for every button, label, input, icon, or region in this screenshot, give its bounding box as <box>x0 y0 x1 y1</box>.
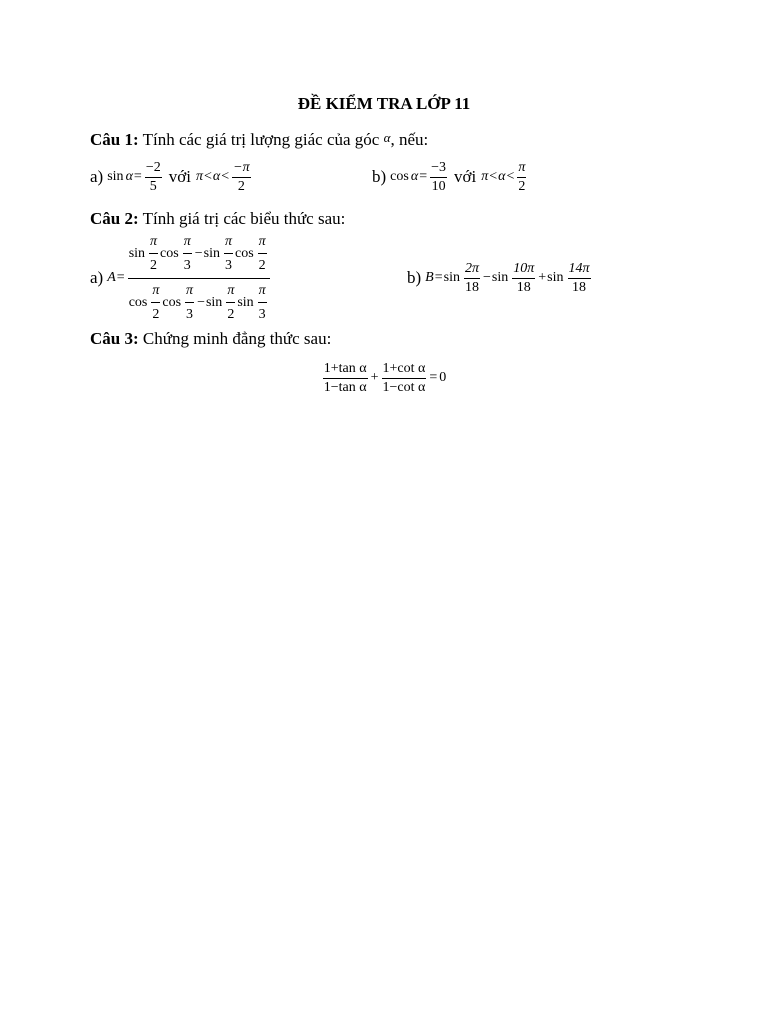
question-3-identity <box>0 358 768 398</box>
less-than: < <box>489 169 498 184</box>
part-label: a) <box>90 167 104 186</box>
fraction-denominator: 18 <box>464 279 479 295</box>
rhs-value: 0 <box>439 370 447 385</box>
fraction-denominator: 3 <box>183 258 191 274</box>
question-2b-expression <box>407 258 593 298</box>
fraction <box>226 283 235 323</box>
fraction <box>323 361 368 395</box>
fraction <box>258 234 267 274</box>
fraction <box>149 234 158 274</box>
word-voi: với <box>454 167 477 186</box>
fraction-denominator: 5 <box>149 178 157 194</box>
fraction-denominator: 2 <box>237 178 245 194</box>
question-3-text: Chứng minh đẳng thức sau: <box>138 329 332 348</box>
page-title: ĐỀ KIỂM TRA LỚP 11 <box>297 94 471 113</box>
function-name: sin <box>128 245 146 261</box>
variable: α <box>125 169 133 184</box>
question-3-label: Câu 3: <box>90 329 139 348</box>
fraction-denominator: 3 <box>258 306 266 322</box>
variable: α <box>410 169 419 184</box>
fraction <box>568 261 591 295</box>
fraction-denominator: 1−cot α <box>382 379 426 395</box>
minus-sign: − <box>194 245 203 261</box>
question-3-heading <box>90 328 331 350</box>
fraction-numerator: π <box>226 283 235 303</box>
condition-left: π <box>481 169 489 184</box>
question-1b-expression <box>372 157 528 197</box>
fraction-denominator: 2 <box>150 258 158 274</box>
fraction-numerator: π <box>185 283 194 303</box>
minus-sign: − <box>197 294 205 310</box>
function-name: sin <box>205 294 223 310</box>
fraction <box>258 283 267 323</box>
function-name: sin <box>491 270 509 285</box>
plus-sign: + <box>538 270 547 285</box>
fraction-numerator: π <box>151 283 160 303</box>
main-numerator <box>128 234 270 279</box>
fraction <box>145 160 162 194</box>
less-than: < <box>506 169 515 184</box>
part-label: b) <box>372 167 387 186</box>
condition-variable: α <box>212 169 221 184</box>
fraction-denominator: 2 <box>152 306 160 322</box>
less-than: < <box>203 169 212 184</box>
fraction-denominator: 10 <box>431 178 446 194</box>
fraction-numerator: π <box>258 283 267 303</box>
function-name: cos <box>390 169 409 184</box>
question-1-alpha: α <box>383 130 391 145</box>
fraction <box>183 234 192 274</box>
question-2-heading <box>90 208 345 230</box>
fraction-denominator: 3 <box>224 258 232 274</box>
word-voi: với <box>168 167 191 186</box>
plus-sign: + <box>370 370 379 385</box>
question-1-heading <box>90 127 428 151</box>
function-name: sin <box>443 270 460 285</box>
question-2-text: Tính giá trị các biểu thức sau: <box>138 209 346 228</box>
minus-sign: − <box>483 270 491 285</box>
fraction-numerator: 10π <box>512 261 535 278</box>
fraction-numerator: −3 <box>430 160 447 177</box>
fraction <box>512 261 535 295</box>
question-1a-expression <box>90 157 253 197</box>
fraction-denominator: 2 <box>258 258 266 274</box>
less-than: < <box>221 169 230 184</box>
part-label: a) <box>90 268 104 287</box>
main-fraction <box>128 234 270 323</box>
function-name: cos <box>235 245 254 261</box>
question-1-label: Câu 1: <box>90 130 139 149</box>
equals-sign: = <box>434 270 443 285</box>
fraction-denominator: 2 <box>518 178 526 194</box>
question-2a-expression <box>90 233 272 322</box>
fraction-numerator: 14π <box>568 261 591 278</box>
question-1-text: Tính các giá trị lượng giác của góc <box>138 130 384 149</box>
fraction-numerator: π <box>183 234 192 254</box>
fraction-numerator: 1+tan α <box>323 361 368 378</box>
fraction-numerator: π <box>149 234 158 254</box>
fraction <box>224 234 233 274</box>
fraction-numerator: 1+cot α <box>382 361 427 378</box>
fraction-denominator: 1−tan α <box>323 379 367 395</box>
condition-left: π <box>195 169 203 184</box>
fraction-numerator: −2 <box>145 160 162 177</box>
fraction <box>430 160 447 194</box>
function-name: cos <box>162 294 182 310</box>
fraction-numerator: 2π <box>464 261 480 278</box>
function-name: sin <box>107 169 124 184</box>
question-2-label: Câu 2: <box>90 209 139 228</box>
condition-variable: α <box>498 169 506 184</box>
fraction <box>185 283 194 323</box>
fraction-numerator: π <box>224 234 233 254</box>
lhs-variable: B <box>425 270 434 285</box>
fraction-denominator: 18 <box>516 279 531 295</box>
fraction-denominator: 2 <box>227 306 235 322</box>
question-1-text-end: , nếu: <box>390 130 429 149</box>
equals-sign: = <box>429 370 438 385</box>
function-name: cos <box>160 245 179 261</box>
equals-sign: = <box>133 169 142 184</box>
condition-fraction <box>232 160 250 194</box>
fraction-numerator: −π <box>232 160 250 177</box>
equals-sign: = <box>116 270 125 285</box>
fraction <box>464 261 480 295</box>
fraction-denominator: 3 <box>186 306 194 322</box>
fraction-denominator: 18 <box>572 279 587 295</box>
lhs-variable: A <box>107 270 116 285</box>
function-name: sin <box>203 245 220 261</box>
fraction-numerator: π <box>258 234 267 254</box>
part-label: b) <box>407 268 422 287</box>
equals-sign: = <box>419 169 428 184</box>
function-name: sin <box>547 270 564 285</box>
fraction-numerator: π <box>517 160 526 177</box>
condition-fraction <box>517 160 526 194</box>
main-denominator <box>128 279 270 323</box>
fraction <box>151 283 160 323</box>
function-name: cos <box>128 294 148 310</box>
function-name: sin <box>237 294 254 310</box>
fraction <box>382 361 427 395</box>
